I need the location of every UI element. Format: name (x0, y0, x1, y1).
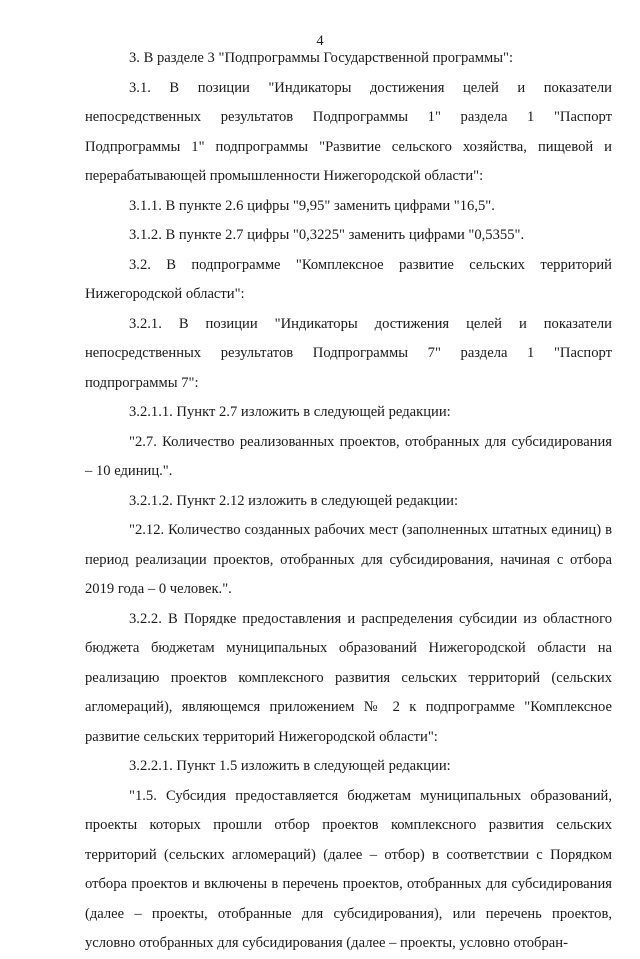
paragraph-3-2: 3.2. В подпрограмме "Комплексное развитие сельских территорий Нижегородской области": (85, 256, 612, 302)
paragraph-3-2-2-1: 3.2.2.1. Пункт 1.5 изложить в следующей редакции: (129, 758, 451, 774)
paragraph-item-2-12: "2.12. Количество созданных рабочих мест (заполненных штатных единиц) в период реализации проектов, отобранных для субсидирования, начиная с отбора 2019 года – 0 человек.". (85, 522, 612, 597)
paragraph-3-2-1-1: 3.2.1.1. Пункт 2.7 изложить в следующей редакции: (129, 404, 451, 420)
page-number: 4 (316, 33, 324, 49)
paragraph-3-2-1-2: 3.2.1.2. Пункт 2.12 изложить в следующей редакции: (129, 492, 458, 509)
paragraph-3-2-1: 3.2.1. В позиции "Индикаторы достижения целей и показатели непосредственных результатов Подпрограммы 7" раздела 1 "Паспорт подпрограммы 7": (85, 315, 612, 391)
paragraph-3-2-2: 3.2.2. В Порядке предоставления и распределения субсидии из областного бюджета бюджетам муниципальных образований Нижегородской области на реализацию проектов комплексного развития сельских территорий (сельских агломераций), являющемся приложением № 2 к подпрограмме "Комплексное развитие сельских территорий Нижегородской области": (85, 610, 612, 745)
paragraph-3-1-2: 3.1.2. В пункте 2.7 цифры "0,3225" заменить цифрами "0,5355". (129, 227, 525, 243)
paragraph-item-1-5: "1.5. Субсидия предоставляется бюджетам муниципальных образований, проекты которых прошли отбор проектов комплексного развития сельских территорий (сельских агломераций) (далее – отбор) в соответствии с Порядком отбора проектов и включены в перечень проектов, отобранных для субсидирования (далее – проекты, отобранные для субсидирования), или перечень проектов, условно отобранных для субсидирования (далее – проекты, условно отобран- (85, 787, 612, 951)
paragraph-3-1-1: 3.1.1. В пункте 2.6 цифры "9,95" заменить цифрами "16,5". (129, 197, 495, 214)
document-body (85, 44, 612, 959)
paragraph-item-2-7: "2.7. Количество реализованных проектов, отобранных для субсидирования – 10 единиц.". (85, 433, 612, 479)
paragraph-section-3: 3. В разделе 3 "Подпрограммы Государственной программы": (129, 50, 514, 66)
paragraph-3-1: 3.1. В позиции "Индикаторы достижения целей и показатели непосредственных результатов Подпрограммы 1" раздела 1 "Паспорт Подпрограммы 1" подпрограммы "Развитие сельского хозяйства, пищевой и перерабатывающей промышленности Нижегородской области": (85, 79, 612, 184)
